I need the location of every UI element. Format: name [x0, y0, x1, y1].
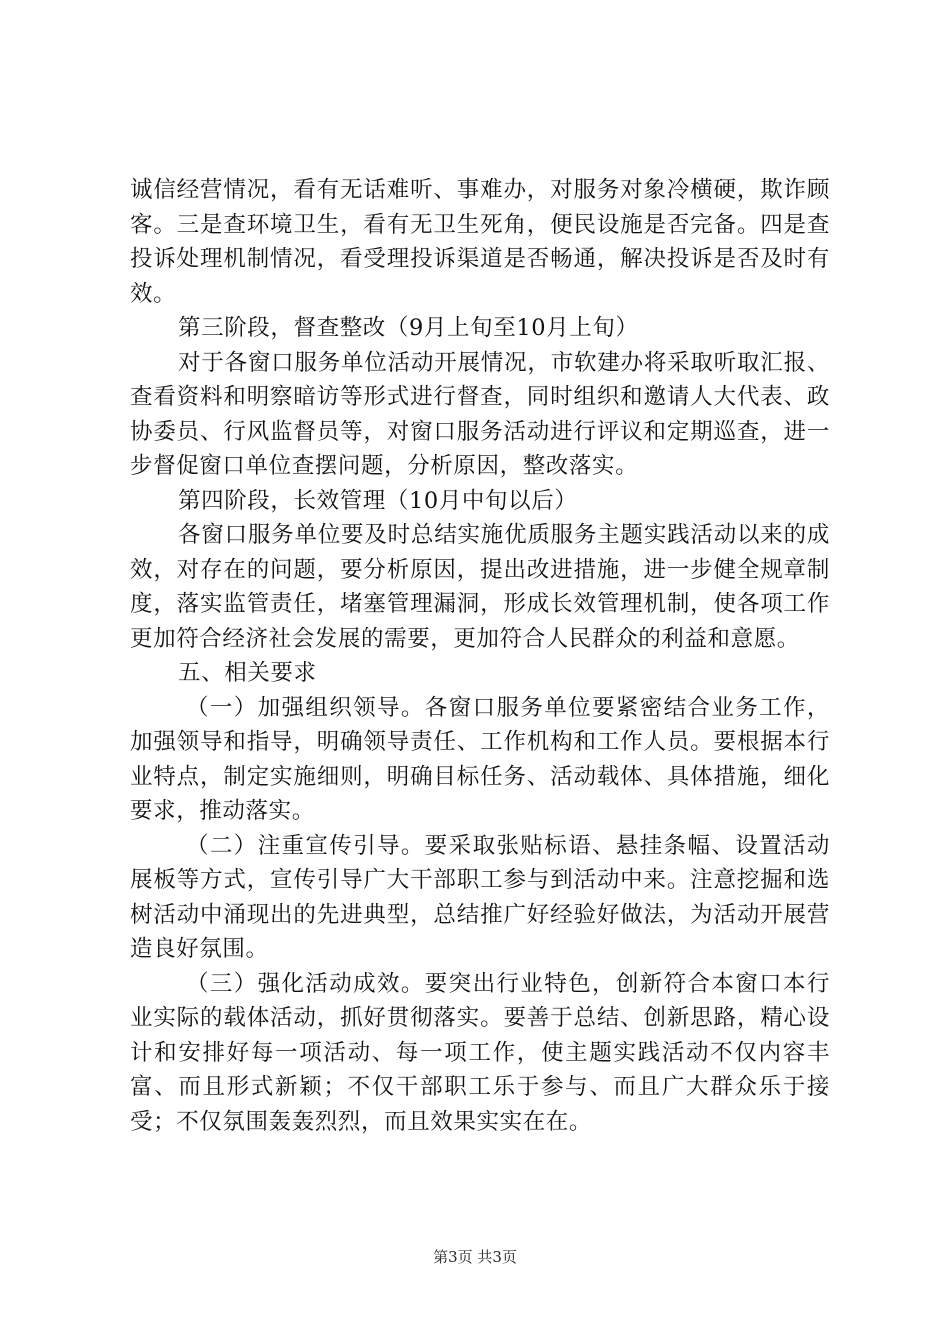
paragraph-requirement-two: （二）注重宣传引导。要采取张贴标语、悬挂条幅、设置活动展板等方式，宣传引导广大干部职工参与到活动中来。注意挖掘和选树活动中涌现出的先进典型，总结推广好经验好做法，为活动开展营造良好氛围。 [130, 832, 830, 962]
page-footer [0, 1247, 950, 1267]
paragraph-requirement-three: （三）强化活动成效。要突出行业特色，创新符合本窗口本行业实际的载体活动，抓好贯彻落实。要善于总结、创新思路，精心设计和安排好每一项活动、每一项工作，使主题实践活动不仅内容丰富、而且形式新颖；不仅干部职工乐于参与、而且广大群众乐于接受；不仅氛围轰轰烈烈，而且效果实实在在。 [130, 970, 830, 1135]
document-body [130, 173, 830, 1139]
paragraph-continuation: 诚信经营情况，看有无话难听、事难办，对服务对象冷横硬，欺诈顾客。三是查环境卫生，看有无卫生死角，便民设施是否完备。四是查投诉处理机制情况，看受理投诉渠道是否畅通，解决投诉是否及时有效。 [130, 177, 830, 307]
paragraph-stage-three: 对于各窗口服务单位活动开展情况，市软建办将采取听取汇报、查看资料和明察暗访等形式进行督查，同时组织和邀请人大代表、政协委员、行风监督员等，对窗口服务活动进行评议和定期巡查，进一步督促窗口单位查摆问题，分析原因，整改落实。 [130, 349, 830, 479]
section-heading-requirements: 五、相关要求 [178, 660, 317, 686]
page-number-label: 第3页 共3页 [433, 1248, 517, 1266]
section-heading-stage-four: 第四阶段，长效管理（10月中旬以后） [178, 487, 578, 514]
paragraph-requirement-one: （一）加强组织领导。各窗口服务单位要紧密结合业务工作，加强领导和指导，明确领导责任、工作机构和工作人员。要根据本行业特点，制定实施细则，明确目标任务、活动载体、具体措施，细化要求，推动落实。 [130, 694, 830, 824]
paragraph-stage-four: 各窗口服务单位要及时总结实施优质服务主题实践活动以来的成效，对存在的问题，要分析原因，提出改进措施，进一步健全规章制度，落实监管责任，堵塞管理漏洞，形成长效管理机制，使各项工作更加符合经济社会发展的需要，更加符合人民群众的利益和意愿。 [130, 522, 830, 652]
section-heading-stage-three: 第三阶段，督查整改（9月上旬至10月上旬） [178, 315, 639, 341]
